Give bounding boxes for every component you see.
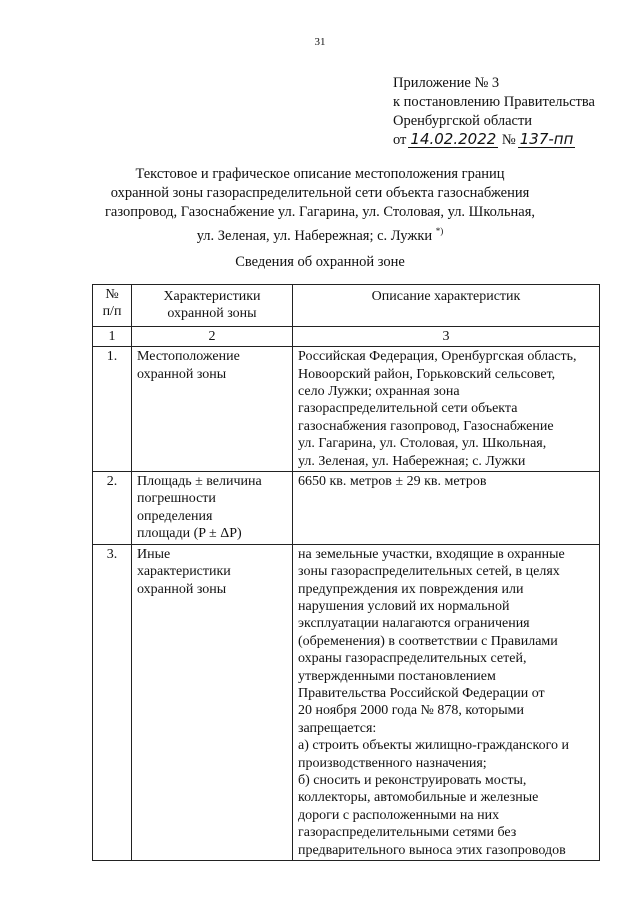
- header-num: № п/п: [93, 285, 132, 327]
- table-row: [93, 544, 600, 860]
- footnote-mark: *): [435, 226, 444, 236]
- column-number-row: [93, 326, 600, 346]
- row-characteristic: Местоположение охранной зоны: [132, 347, 293, 472]
- handwritten-number: 137-пп: [519, 130, 574, 148]
- appendix-date-line: [393, 131, 595, 150]
- title-line: Текстовое и графическое описание местоположения границ: [135, 166, 505, 182]
- header-description: Описание характеристик: [293, 285, 600, 327]
- appendix-region: Оренбургской области: [393, 113, 533, 129]
- table-row: [93, 472, 600, 545]
- header-characteristic: Характеристики охранной зоны: [132, 285, 293, 327]
- number-label: №: [501, 132, 516, 148]
- table-row: [93, 347, 600, 472]
- zone-info-table: [92, 284, 600, 861]
- from-label: от: [393, 132, 407, 148]
- table-header-row: [93, 285, 600, 327]
- row-number: 3.: [93, 544, 132, 860]
- title-line: газопровод, Газоснабжение ул. Гагарина, ул. Столовая, ул. Школьная,: [104, 204, 536, 220]
- row-number: 1.: [93, 347, 132, 472]
- document-title: [80, 165, 560, 246]
- column-number: 2: [132, 326, 293, 346]
- handwritten-date: 14.02.2022: [410, 130, 497, 148]
- column-number: 1: [93, 326, 132, 346]
- row-number: 2.: [93, 472, 132, 545]
- row-description: 6650 кв. метров ± 29 кв. метров: [293, 472, 600, 545]
- appendix-title: Приложение № 3: [393, 75, 500, 91]
- title-line: ул. Зеленая, ул. Набережная; с. Лужки *): [196, 226, 444, 244]
- appendix-block: [393, 74, 595, 150]
- appendix-decree: к постановлению Правительства: [393, 94, 595, 110]
- row-characteristic: Площадь ± величина погрешности определения площади (P ± ΔP): [132, 472, 293, 545]
- column-number: 3: [293, 326, 600, 346]
- section-subtitle: Сведения об охранной зоне: [235, 254, 405, 270]
- row-characteristic: Иные характеристики охранной зоны: [132, 544, 293, 860]
- title-line: охранной зоны газораспределительной сети объекта газоснабжения: [110, 185, 530, 201]
- row-description: Российская Федерация, Оренбургская область, Новоорский район, Горьковский сельсовет, село Лужки; охранная зона газораспределительной сети объекта газоснабжения газопровод, Газоснабжение ул. Гагарина, ул. Столовая, ул. Школьная, ул. Зеленая, ул. Набережная; с. Лужки: [293, 347, 600, 472]
- row-description: на земельные участки, входящие в охранные зоны газораспределительных сетей, в целях предупреждения их повреждения или нарушения условий их нормальной эксплуатации налагаются ограничения (обременения) в соответствии с Правилами охраны газораспределительных сетей, утвержденными постановлением Правительства Российской Федерации от 20 ноября 2000 года № 878, которыми запрещается: а) строить объекты жилищно-гражданского и производственного назначения; б) сносить и реконструировать мосты, коллекторы, автомобильные и железные дороги с расположенными на них газораспределительными сетями без предварительного выноса этих газопроводов: [293, 544, 600, 860]
- page-number: 31: [314, 36, 326, 48]
